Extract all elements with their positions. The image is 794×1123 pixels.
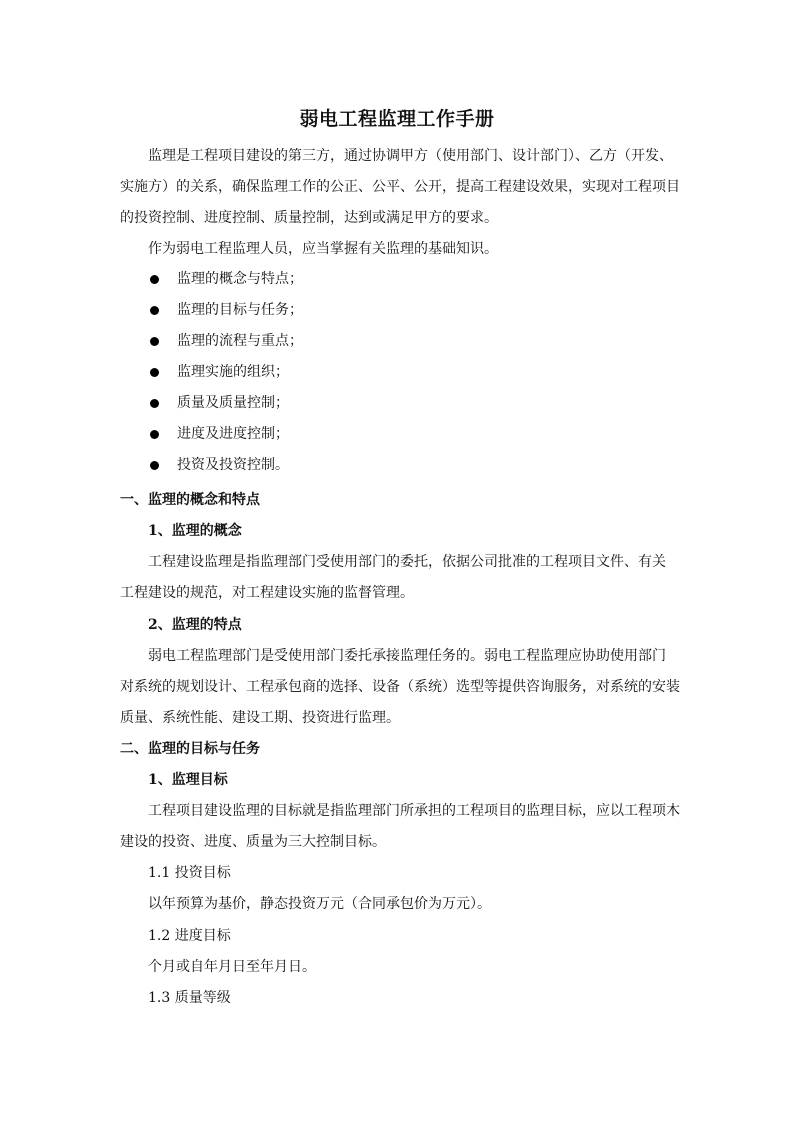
section-1-1-heading: 1、监理的概念 <box>148 523 242 539</box>
list-item <box>120 450 680 481</box>
section-1-2-heading: 2、监理的特点 <box>148 617 242 633</box>
list-item-text: 监理的流程与重点； <box>177 333 303 349</box>
item-1-1-text: 以年预算为基价，静态投资万元（合同承包价为万元）。 <box>148 896 491 912</box>
section-1-heading: 一、监理的概念和特点 <box>120 492 260 508</box>
bullet-dot-icon <box>150 430 159 439</box>
list-item-text: 监理的目标与任务； <box>177 302 303 318</box>
list-item-text: 监理的概念与特点； <box>177 271 303 287</box>
item-1-1-label: 1.1 投资目标 <box>148 865 231 881</box>
list-item <box>120 264 680 295</box>
bullet-dot-icon <box>150 461 159 470</box>
section-2-1-line-2: 建设的投资、进度、质量为三大控制目标。 <box>120 834 386 850</box>
section-1-1-line-2: 工程建设的规范，对工程建设实施的监督管理。 <box>120 585 414 601</box>
item-1-2-label: 1.2 进度目标 <box>148 928 231 944</box>
item-1-3-label: 1.3 质量等级 <box>148 990 231 1006</box>
document-title: 弱电工程监理工作手册 <box>299 108 495 130</box>
list-item-text: 投资及投资控制。 <box>177 457 289 473</box>
section-2-heading: 二、监理的目标与任务 <box>120 741 260 757</box>
bullet-dot-icon <box>150 368 159 377</box>
section-1-1-line-1: 工程建设监理是指监理部门受使用部门的委托，依据公司批准的工程项目文件、有关 <box>148 554 666 570</box>
list-item-text: 质量及质量控制； <box>177 395 289 411</box>
intro-line-1: 监理是工程项目建设的第三方，通过协调甲方（使用部门、设计部门）、乙方（开发、 <box>148 148 673 164</box>
bullet-dot-icon <box>150 275 159 284</box>
list-item <box>120 388 680 419</box>
intro-line-2: 实施方）的关系，确保监理工作的公正、公平、公开，提高工程建设效果，实现对工程项目 <box>120 179 680 195</box>
list-item-text: 进度及进度控制； <box>177 426 289 442</box>
list-item-text: 监理实施的组织； <box>177 364 289 380</box>
intro-line-4: 作为弱电工程监理人员，应当掌握有关监理的基础知识。 <box>148 241 498 257</box>
list-item <box>120 419 680 450</box>
section-1-2-line-3: 质量、系统性能、建设工期、投资进行监理。 <box>120 710 400 726</box>
section-1-2-line-1: 弱电工程监理部门是受使用部门委托承接监理任务的。弱电工程监理应协助使用部门 <box>148 648 666 664</box>
section-2-1-line-1: 工程项目建设监理的目标就是指监理部门所承担的工程项目的监理目标，应以工程项木 <box>148 803 680 819</box>
bullet-dot-icon <box>150 337 159 346</box>
bullet-dot-icon <box>150 399 159 408</box>
bullet-list <box>120 264 680 481</box>
bullet-dot-icon <box>150 306 159 315</box>
list-item <box>120 326 680 357</box>
section-2-1-heading: 1、监理目标 <box>148 772 228 788</box>
item-1-2-text: 个月或自年月日至年月日。 <box>148 959 316 975</box>
section-1-2-line-2: 对系统的规划设计、工程承包商的选择、设备（系统）选型等提供咨询服务，对系统的安装 <box>120 679 680 695</box>
list-item <box>120 295 680 326</box>
intro-line-3: 的投资控制、进度控制、质量控制，达到或满足甲方的要求。 <box>120 210 498 226</box>
list-item <box>120 357 680 388</box>
